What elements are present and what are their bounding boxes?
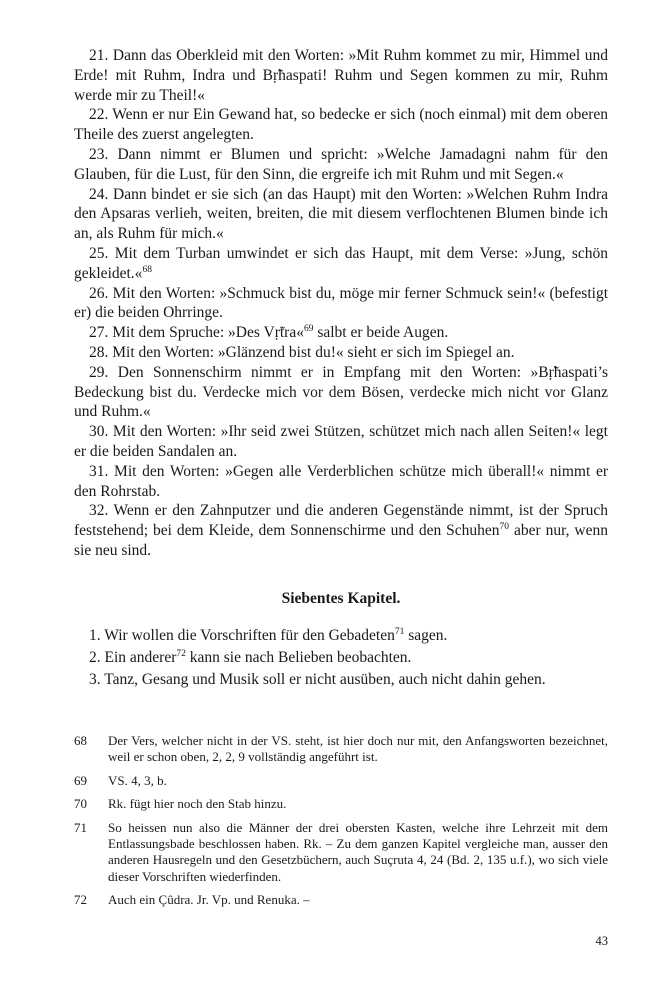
paragraph-24: 24. Dann bindet er sie sich (an das Haupt) mit den Worten: »Welchen Ruhm Indra den Apsaras verlieh, weiten, breiten, die mit diesem verflochtenen Blumen binde ich an, als Ruhm für mich.«	[74, 185, 608, 243]
footnote-text: So heissen nun also die Männer der drei obersten Kasten, welche ihre Lehrzeit mit dem Entlassungsbade beschlossen haben. Rk. – Zu dem ganzen Kapitel vergleiche man, ausser den anderen Hausregeln und den Gesetzbüchern, auch Suçruta 4, 24 (Bd. 2, 135 u.f.), wo sich viele dieser Vorschriften wiederfinden.	[108, 819, 608, 884]
footnotes	[74, 733, 608, 916]
paragraph-23: 23. Dann nimmt er Blumen und spricht: »Welche Jamadagni nahm für den Glauben, für die Lust, für den Sinn, die ergreife ich mit Ruhm und mit Segen.«	[74, 145, 608, 183]
footnote-ref-69[interactable]: 69	[303, 324, 314, 335]
page-number: 43	[595, 934, 608, 948]
chapter-item-1-post: sagen.	[404, 626, 448, 644]
footnote-ref-68[interactable]: 68	[142, 264, 152, 275]
chapter-item-3: 3. Tanz, Gesang und Musik soll er nicht ausüben, auch nicht dahin gehen.	[89, 670, 546, 688]
paragraph-29: 29. Den Sonnenschirm nimmt er in Empfang mit den Worten: »Bṛ̃haspati’s Bedeckung bist du. Verdecke mich vor dem Bösen, verdecke mich nicht vor Glanz und Ruhm.«	[74, 363, 608, 421]
footnote-number: 72	[74, 892, 87, 908]
paragraph-27	[74, 323, 608, 343]
paragraph-32-post: aber nur, wenn sie neu sind.	[74, 522, 608, 559]
footnote-68	[74, 733, 608, 766]
chapter-item-1	[74, 625, 608, 647]
footnote-number: 68	[74, 733, 87, 748]
footnote-69	[74, 773, 608, 789]
footnote-number: 70	[74, 796, 87, 812]
paragraph-31: 31. Mit den Worten: »Gegen alle Verderblichen schütze mich überall!« nimmt er den Rohrstab.	[74, 462, 608, 500]
paragraph-22: 22. Wenn er nur Ein Gewand hat, so bedecke er sich (noch einmal) mit dem oberen Theile des zuerst angelegten.	[74, 106, 608, 144]
chapter-list	[74, 625, 608, 691]
footnote-number: 69	[74, 772, 87, 788]
footnote-ref-71[interactable]: 71	[394, 626, 405, 637]
paragraph-25	[74, 244, 608, 284]
footnote-text: Der Vers, welcher nicht in der VS. steht, ist hier doch nur mit, den Anfangsworten bezeichnet, weil er schon oben, 2, 2, 9 vollständig angeführt ist.	[108, 733, 608, 765]
chapter-item-1-pre: 1. Wir wollen die Vorschriften für den Gebadeten	[89, 626, 395, 644]
footnote-72	[74, 892, 608, 908]
footnote-text: VS. 4, 3, b.	[108, 772, 167, 788]
main-text	[74, 46, 608, 691]
footnote-text: Auch ein Çûdra. Jr. Vp. und Renuka. –	[108, 892, 310, 908]
footnote-number: 71	[74, 819, 87, 835]
paragraph-26: 26. Mit den Worten: »Schmuck bist du, möge mir ferner Schmuck sein!« (befestigt er) die beiden Ohrringe.	[74, 284, 608, 322]
paragraph-21: 21. Dann das Oberkleid mit den Worten: »Mit Ruhm kommet zu mir, Himmel und Erde! mit Ruhm, Indra und Bṛ̃haspati! Ruhm und Segen kommen zu mir, Ruhm werde mir zu Theil!«	[74, 47, 608, 104]
paragraph-27-pre: 27. Mit dem Spruche: »Des Vṛ̃tra«	[89, 324, 304, 342]
paragraph-27-post: salbt er beide Augen.	[313, 324, 449, 342]
paragraph-32	[74, 501, 608, 560]
chapter-item-2	[74, 647, 608, 669]
chapter-item-2-pre: 2. Ein anderer	[89, 648, 177, 666]
paragraph-25-text: 25. Mit dem Turban umwindet er sich das Haupt, mit dem Verse: »Jung, schön gekleidet.«	[74, 244, 608, 282]
footnote-text: Rk. fügt hier noch den Stab hinzu.	[108, 796, 287, 812]
paragraph-30: 30. Mit den Worten: »Ihr seid zwei Stützen, schützet mich nach allen Seiten!« legt er die beiden Sandalen an.	[74, 423, 608, 460]
chapter-heading: Siebentes Kapitel.	[281, 589, 401, 607]
paragraph-28: 28. Mit den Worten: »Glänzend bist du!« sieht er sich im Spiegel an.	[89, 343, 515, 361]
footnote-71	[74, 820, 608, 886]
footnote-ref-70[interactable]: 70	[499, 522, 510, 533]
chapter-item-2-post: kann sie nach Belieben beobachten.	[185, 648, 412, 666]
paragraph-32-pre: 32. Wenn er den Zahnputzer und die anderen Gegenstände nimmt, ist der Spruch feststehend; bei dem Kleide, dem Sonnenschirme und den Schuhen	[74, 502, 608, 540]
footnote-ref-72[interactable]: 72	[176, 648, 186, 659]
footnote-70	[74, 796, 608, 812]
